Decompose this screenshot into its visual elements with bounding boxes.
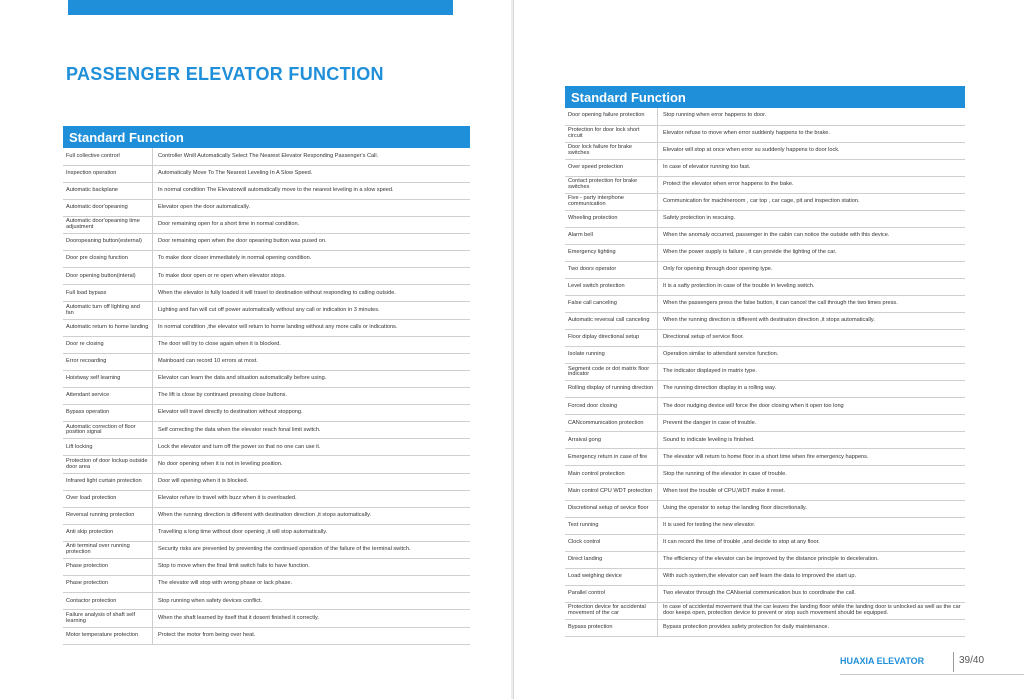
function-description: In case of elevator running too fast. xyxy=(658,159,966,176)
table-row xyxy=(565,244,965,261)
table-row xyxy=(565,176,965,193)
function-description: Safety protection in rescuing. xyxy=(658,210,966,227)
function-description: In normal condition ,the elevator will return to home landing without any more calls or indications. xyxy=(153,319,471,336)
table-row xyxy=(63,542,470,559)
table-row xyxy=(63,353,470,370)
function-description: Automatically Move To The Nearest Leveling In A Slow Speed. xyxy=(153,165,471,182)
function-description: It is used for testing the new elevator. xyxy=(658,517,966,534)
function-name: Over load protection xyxy=(63,490,153,507)
section-header-left: Standard Function xyxy=(63,126,470,148)
table-row xyxy=(63,473,470,490)
function-name: Full load bypass xyxy=(63,285,153,302)
table-row xyxy=(63,576,470,593)
function-name: Direct landing xyxy=(565,551,658,568)
function-description: The efficiency of the elevator can be improved by the distance principle to deceleration. xyxy=(658,551,966,568)
table-row xyxy=(565,517,965,534)
table-row xyxy=(63,388,470,405)
function-name: Arraival gong xyxy=(565,432,658,449)
table-row xyxy=(63,285,470,302)
footer-rule xyxy=(840,674,1024,675)
function-description: Operation similar to attendant service function. xyxy=(658,347,966,364)
function-description: It is a safty protection in case of the trouble in leveling switch. xyxy=(658,278,966,295)
table-row xyxy=(63,490,470,507)
function-description: When test the trouble of CPU,WDT make it reset. xyxy=(658,483,966,500)
function-description: Bypass protection provides safety protection for daily maintenance. xyxy=(658,619,966,636)
function-name: Bypass operation xyxy=(63,405,153,422)
function-name: Wheeling protection xyxy=(565,210,658,227)
function-description: The elevator will stop with wrong phase or lack phase. xyxy=(153,576,471,593)
function-name: Two doors operator xyxy=(565,261,658,278)
function-description: Self correcting the data when the elevator reach fonal limit switch. xyxy=(153,422,471,439)
top-accent-bar xyxy=(68,0,453,15)
table-row xyxy=(565,296,965,313)
function-description: No door opening when it is not in leveling position. xyxy=(153,456,471,473)
function-name: Contactor protection xyxy=(63,593,153,610)
function-name: Automatic correction of floor position signal xyxy=(63,422,153,439)
function-description: Stop to move when the final limit switch fails to have function. xyxy=(153,559,471,576)
function-name: Motor temperature protection xyxy=(63,627,153,644)
table-row xyxy=(565,551,965,568)
function-table-right xyxy=(565,108,965,637)
function-description: Using the operator to setup the landing floor discretionally. xyxy=(658,500,966,517)
function-description: Sound to indicate leveling is finished. xyxy=(658,432,966,449)
function-description: In normal condition The Elevatorwill automatically move to the nearest leveling in a slow speed. xyxy=(153,182,471,199)
function-description: Elevator open the door automatically. xyxy=(153,199,471,216)
function-name: Automatic return to home landing xyxy=(63,319,153,336)
function-name: Emergency return in case of fire xyxy=(565,449,658,466)
function-description: The door will try to close again when it is blocked. xyxy=(153,336,471,353)
function-description: Security risks are prevented by preventing the continued operation of the failure of the terminal switch. xyxy=(153,542,471,559)
table-row xyxy=(63,336,470,353)
function-description: Door will opening when it is blocked. xyxy=(153,473,471,490)
table-row xyxy=(565,432,965,449)
table-row xyxy=(565,381,965,398)
function-name: Attendant service xyxy=(63,388,153,405)
function-name: Inspection operation xyxy=(63,165,153,182)
table-row xyxy=(565,210,965,227)
function-name: Floor diplay directional setup xyxy=(565,330,658,347)
function-description: Stop running when error happens to door. xyxy=(658,108,966,125)
function-description: Directional setup of service floor. xyxy=(658,330,966,347)
table-row xyxy=(565,364,965,381)
table-row xyxy=(565,313,965,330)
function-description: In case of accidental movement that the car leaves the landing floor while the landing door is unlocked as well as the car door keeps open, protection device to prevent or stop such movement should be equipped. xyxy=(658,602,966,619)
table-row xyxy=(565,466,965,483)
table-row xyxy=(63,199,470,216)
table-row xyxy=(63,182,470,199)
function-description: Two elevator through the CANserial communication bus to coordinate the call. xyxy=(658,585,966,602)
function-name: Isolate running xyxy=(565,347,658,364)
function-name: Five - party interphone communication xyxy=(565,193,658,210)
table-row xyxy=(565,602,965,619)
function-name: Phase protection xyxy=(63,559,153,576)
function-name: Full collective controrl xyxy=(63,148,153,165)
table-row xyxy=(63,251,470,268)
function-name: Hoistway self learning xyxy=(63,370,153,387)
function-name: Rolling display of running direction xyxy=(565,381,658,398)
function-name: CANcommunication protection xyxy=(565,415,658,432)
function-description: Elevator will stop at once when error su suddenly happens to door lock. xyxy=(658,142,966,159)
function-name: Anti skip protection xyxy=(63,524,153,541)
page-title: PASSENGER ELEVATOR FUNCTION xyxy=(66,64,384,84)
table-row xyxy=(565,415,965,432)
table-row xyxy=(565,193,965,210)
table-row xyxy=(63,370,470,387)
table-row xyxy=(565,449,965,466)
function-description: The running dirrection display in a rolling way. xyxy=(658,381,966,398)
table-row xyxy=(63,439,470,456)
function-name: Automatic turn off lighting and fan xyxy=(63,302,153,319)
function-name: Failure analysis of shaft self learning xyxy=(63,610,153,627)
table-row xyxy=(565,278,965,295)
table-row xyxy=(63,216,470,233)
function-description: Elevator can learn the data and situation automatically before using. xyxy=(153,370,471,387)
page-numbers: 39/40 xyxy=(959,655,985,666)
function-description: When the elevator is fully loaded it will travel to destination without responding to calling outside. xyxy=(153,285,471,302)
function-description: When the anomaly occurred, passenger in the cabin can notice the outside with this device. xyxy=(658,227,966,244)
table-row xyxy=(63,456,470,473)
function-name: Door opening button(interal) xyxy=(63,268,153,285)
table-row xyxy=(63,268,470,285)
function-name: Level switch protection xyxy=(565,278,658,295)
footer-divider xyxy=(953,652,954,672)
function-name: Bypass protection xyxy=(565,619,658,636)
section-header-right: Standard Function xyxy=(565,86,965,108)
table-row xyxy=(63,524,470,541)
function-name: Main control CPU WDT protection xyxy=(565,483,658,500)
function-description: The indicator displayed in matrix type. xyxy=(658,364,966,381)
function-name: False call canceling xyxy=(565,296,658,313)
table-row xyxy=(565,261,965,278)
function-description: When the running direction is different with destinaton direction ,it stops automatically. xyxy=(658,313,966,330)
right-page xyxy=(513,0,1024,699)
function-name: Clock control xyxy=(565,534,658,551)
function-description: Travelling a long time without door opening ,it will stop automatically. xyxy=(153,524,471,541)
function-name: Door pre closing function xyxy=(63,251,153,268)
function-name: Automatic door'opeaning xyxy=(63,199,153,216)
function-name: Protection device for accidental movement of the car xyxy=(565,602,658,619)
table-row xyxy=(63,148,470,165)
table-row xyxy=(63,422,470,439)
function-description: Lock the elevator and turn off the power so that no one can use it. xyxy=(153,439,471,456)
function-name: Alarm bell xyxy=(565,227,658,244)
function-name: Segment code or dot matrix floor indicator xyxy=(565,364,658,381)
table-row xyxy=(63,610,470,627)
table-row xyxy=(63,507,470,524)
function-description: When the shaft learned by itself that it dosent finished it correctly. xyxy=(153,610,471,627)
function-description: To make door open or re open when elevator stops. xyxy=(153,268,471,285)
function-description: Door remaining open when the door opeaning button was pused on. xyxy=(153,234,471,251)
function-description: Only for opening through door opening type. xyxy=(658,261,966,278)
function-name: Anti terminal over running protection xyxy=(63,542,153,559)
function-description: Elevator refure to travel with buzz when it is overloaded. xyxy=(153,490,471,507)
function-description: Prevent the danger in case of trouble. xyxy=(658,415,966,432)
function-name: Discretional setup of sevice floor xyxy=(565,500,658,517)
function-description: Lighting and fan will cut off power automatically without any call or indication in 3 minutes. xyxy=(153,302,471,319)
table-row xyxy=(63,627,470,644)
function-description: When the running direction is different with destination direction ,it stops automatically. xyxy=(153,507,471,524)
function-name: Door re closing xyxy=(63,336,153,353)
table-row xyxy=(565,125,965,142)
table-row xyxy=(565,159,965,176)
function-description: Protect the motor from being over heat. xyxy=(153,627,471,644)
function-name: Main control protection xyxy=(565,466,658,483)
function-name: Lift locking xyxy=(63,439,153,456)
function-name: Protection of door lockup outside door area xyxy=(63,456,153,473)
table-row xyxy=(63,319,470,336)
function-name: Door lock failure for brake switches xyxy=(565,142,658,159)
function-description: With such system,the elevator can self learn the data to improved the start up. xyxy=(658,568,966,585)
function-description: Elevator will travel directly to destination without stoppong. xyxy=(153,405,471,422)
table-row xyxy=(565,330,965,347)
table-row xyxy=(565,227,965,244)
function-name: Over speed protection xyxy=(565,159,658,176)
table-row xyxy=(565,398,965,415)
table-row xyxy=(565,142,965,159)
function-name: Automatic reversal call canceling xyxy=(565,313,658,330)
function-name: Protection for door lock short circuit xyxy=(565,125,658,142)
function-description: Mainboard can record 10 errors at most. xyxy=(153,353,471,370)
table-row xyxy=(565,500,965,517)
function-description: When the passengers press the false button, it can cancel the call through the two times press. xyxy=(658,296,966,313)
table-row xyxy=(63,559,470,576)
function-description: When the power supply is failure , it can provide the lighting of the car. xyxy=(658,244,966,261)
table-row xyxy=(565,108,965,125)
table-row xyxy=(565,619,965,636)
function-description: The door nudging device will force the door closing when it open too long xyxy=(658,398,966,415)
function-description: Controller Wnill Automatically Select The Nearest Elevator Responding Passenger's Call. xyxy=(153,148,471,165)
function-description: Protect the elevator when error happens to the bake. xyxy=(658,176,966,193)
function-description: The lift is close by continued pressing close buttons. xyxy=(153,388,471,405)
function-name: Parallel control xyxy=(565,585,658,602)
table-row xyxy=(63,405,470,422)
function-name: Emergency lighting xyxy=(565,244,658,261)
function-description: To make door closer immediately in normal opening condition. xyxy=(153,251,471,268)
function-description: Communication for machineroom , car top , car cage, pit and inspection station. xyxy=(658,193,966,210)
function-description: Door remaining open for a short time in normal condition. xyxy=(153,216,471,233)
function-description: Stop running when safety devices conflict. xyxy=(153,593,471,610)
table-row xyxy=(565,568,965,585)
function-description: The elevator will return to home floor in a short time when fire emergency happens. xyxy=(658,449,966,466)
table-row xyxy=(565,483,965,500)
table-row xyxy=(565,534,965,551)
function-table-left xyxy=(63,148,470,645)
function-description: Elevator refuse to move when error suddenly happens to the brake. xyxy=(658,125,966,142)
table-row xyxy=(63,234,470,251)
function-name: Test running xyxy=(565,517,658,534)
function-name: Error recoarding xyxy=(63,353,153,370)
function-name: Dooropeaning button(esternal) xyxy=(63,234,153,251)
left-page xyxy=(0,0,511,699)
table-row xyxy=(63,593,470,610)
function-description: Stop the running of the elevator in case of trouble. xyxy=(658,466,966,483)
function-description: It can record the time of trouble ,and decide to stop at any floor. xyxy=(658,534,966,551)
function-name: Contact protection for brake switches xyxy=(565,176,658,193)
table-row xyxy=(63,302,470,319)
function-name: Reversal running protection xyxy=(63,507,153,524)
function-name: Automatic door'opeaning time adjustment xyxy=(63,216,153,233)
brand-name: HUAXIA ELEVATOR xyxy=(840,656,925,666)
table-row xyxy=(63,165,470,182)
function-name: Infrared light curtain protection xyxy=(63,473,153,490)
function-name: Phase protection xyxy=(63,576,153,593)
function-name: Door opening failure protection xyxy=(565,108,658,125)
table-row xyxy=(565,347,965,364)
table-row xyxy=(565,585,965,602)
function-name: Automatic backplane xyxy=(63,182,153,199)
function-name: Forced door closing xyxy=(565,398,658,415)
function-name: Load weighing device xyxy=(565,568,658,585)
